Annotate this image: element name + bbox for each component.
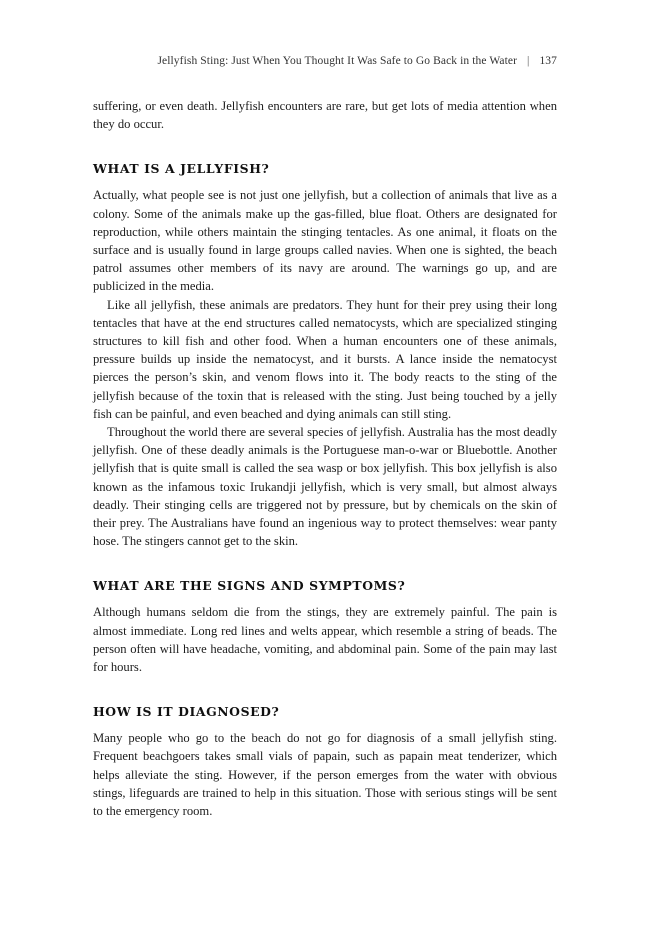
paragraph: Throughout the world there are several species of jellyfish. Australia has the most deadly jellyfish. One of these deadly animals is the Portuguese man-o-war or Bluebottle. Another jellyfish that is quite small is called the sea wasp or box jellyfish. This box jellyfish is also known as the infamous toxic Irukandji jellyfish, which is very small, but almost always deadly. Their stinging cells are triggered not by pressure, but by chemicals on the skin of their prey. The Australians have found an ingenious way to protect themselves: wear panty hose. The stingers cannot get to the skin. [93, 425, 557, 549]
section-heading-signs-symptoms: WHAT ARE THE SIGNS AND SYMPTOMS? [93, 578, 406, 594]
paragraph: Although humans seldom die from the stings, they are extremely painful. The pain is almost immediate. Long red lines and welts appear, which resemble a string of beads. The person often will have headache, vomiting, and abdominal pain. Some of the pain may last for hours. [93, 605, 557, 675]
paragraph: Many people who go to the beach do not go for diagnosis of a small jellyfish sting. Frequent beachgoers takes small vials of papain, such as papain meat tenderizer, which helps alleviate the sting. However, if the person emerges from the water with obvious stings, lifeguards are trained to help in this situation. Those with serious stings will be sent to the emergency room. [93, 731, 557, 819]
running-title: Jellyfish Sting: Just When You Thought It Was Safe to Go Back in the Water [157, 55, 518, 67]
intro-paragraph: suffering, or even death. Jellyfish encounters are rare, but get lots of media attention when they do occur. [93, 99, 557, 132]
header-separator: | [527, 55, 530, 67]
page-number: 137 [539, 55, 557, 67]
paragraph: Like all jellyfish, these animals are predators. They hunt for their prey using their long tentacles that have at the end structures called nematocysts, which are specialized stinging structures to kill fish and other food. When a human encounters one of these animals, pressure builds up inside the nematocyst, and it bursts. A lance inside the nematocyst pierces the person’s skin, and venom flows into it. The body reacts to the sting of the jellyfish because of the toxin that is released with the sting. Just being touched by a jelly fish can be painful, and even beached and dying animals can still sting. [93, 297, 557, 421]
section-heading-what-is: WHAT IS A JELLYFISH? [93, 161, 270, 177]
section-heading-diagnosis: HOW IS IT DIAGNOSED? [93, 704, 280, 720]
paragraph: Actually, what people see is not just one jellyfish, but a collection of animals that live as a colony. Some of the animals make up the gas-filled, blue float. Others are designated for reproduction, while others maintain the stinging tentacles. As one animal, it floats on the surface and is usually found in large groups called navies. When one is sighted, the beach patrol assumes other members of its navy are around. The warnings go up, and are publicized in the media. [93, 188, 557, 294]
page-content [93, 97, 557, 820]
running-header [57, 55, 557, 67]
